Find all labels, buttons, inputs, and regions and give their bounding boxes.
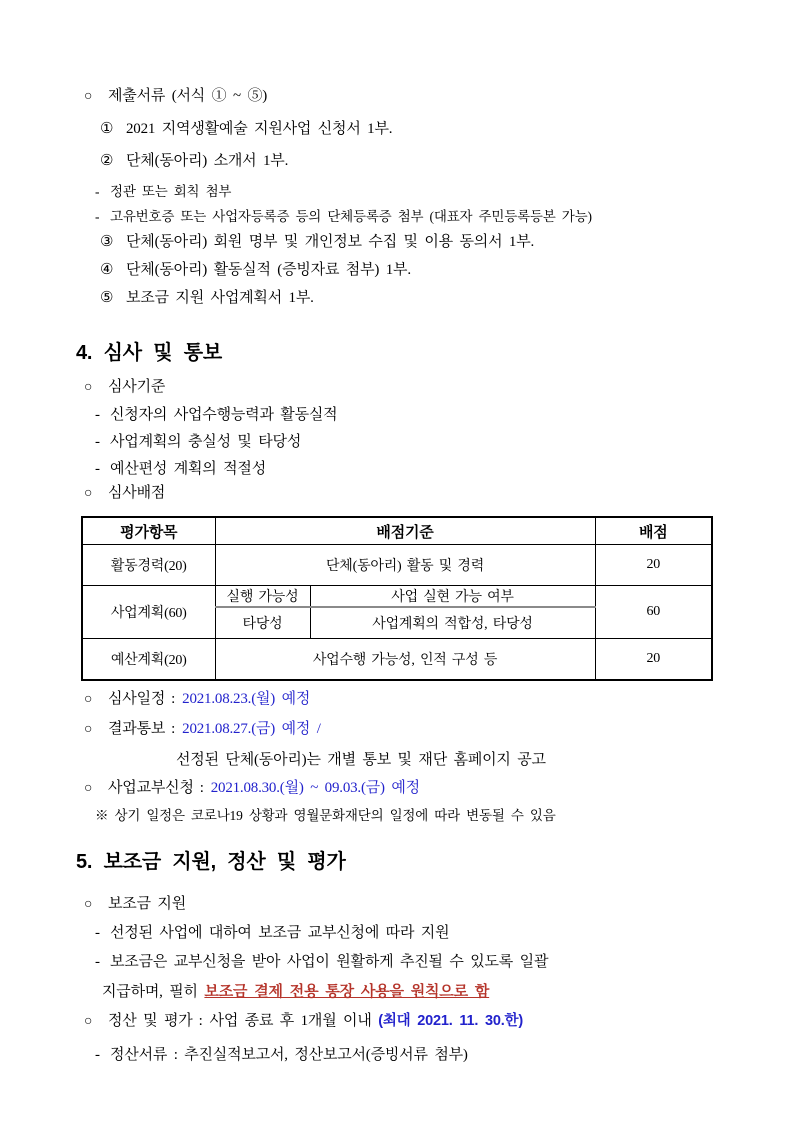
circled-number-icon: ② bbox=[100, 153, 114, 169]
submission-item-4 bbox=[76, 260, 743, 280]
cell-criterion: 사업수행 가능성, 인적 구성 등 bbox=[215, 639, 595, 681]
criteria-item bbox=[76, 459, 743, 479]
criteria-title-line bbox=[76, 377, 743, 398]
submission-item-text: 보조금 지원 사업계획서 1부. bbox=[126, 290, 314, 306]
score-table bbox=[81, 516, 713, 681]
dash-marker: - bbox=[95, 954, 100, 970]
cell-subdesc: 사업 실현 가능 여부 bbox=[310, 586, 595, 608]
colon-separator: : bbox=[198, 1013, 203, 1029]
dash-marker: - bbox=[95, 1047, 100, 1063]
score-table-row-budget bbox=[82, 639, 712, 681]
settlement-deadline: (최대 2021. 11. 30.한) bbox=[378, 1013, 523, 1029]
schedule-result-line bbox=[76, 719, 743, 740]
settlement-text: 사업 종료 후 1개월 이내 bbox=[209, 1013, 372, 1029]
dash-marker: - bbox=[95, 434, 100, 450]
circle-bullet-icon: ○ bbox=[84, 897, 93, 912]
circle-bullet-icon: ○ bbox=[84, 722, 93, 737]
cell-score: 60 bbox=[595, 586, 712, 639]
score-table-header-row bbox=[82, 517, 712, 545]
header-eval-item: 평가항목 bbox=[82, 517, 215, 545]
section4-heading: 4. 심사 및 통보 bbox=[76, 342, 222, 364]
criteria-text: 예산편성 계획의 적절성 bbox=[110, 461, 267, 477]
support-item-text: 보조금은 교부신청을 받아 사업이 원활하게 추진될 수 있도록 일괄 bbox=[110, 954, 549, 970]
dash-marker: - bbox=[95, 925, 100, 941]
submission-title-line bbox=[76, 86, 743, 107]
colon-separator: : bbox=[199, 780, 204, 796]
colon-separator: : bbox=[171, 721, 176, 737]
settlement-label: 정산 및 평가 bbox=[108, 1013, 193, 1029]
criteria-item bbox=[76, 432, 743, 452]
cell-item: 활동경력(20) bbox=[82, 545, 215, 586]
submission-subitem-text: 정관 또는 회칙 첨부 bbox=[110, 184, 232, 199]
dash-marker: - bbox=[95, 184, 100, 199]
submission-subitem-2 bbox=[76, 207, 743, 227]
schedule-date: 2021.08.27.(금) 예정 / bbox=[182, 721, 321, 737]
settlement-docs-text: 정산서류 : 추진실적보고서, 정산보고서(증빙서류 첨부) bbox=[110, 1047, 468, 1063]
submission-subitem-text: 고유번호증 또는 사업자등록증 등의 단체등록증 첨부 (대표자 주민등록등본 가능) bbox=[110, 209, 592, 224]
cell-score: 20 bbox=[595, 639, 712, 681]
bank-account-emphasis: 보조금 결제 전용 통장 사용을 원칙으로 함 bbox=[204, 983, 490, 1000]
cell-subname: 실행 가능성 bbox=[215, 586, 310, 608]
submission-item-text: 단체(동아리) 소개서 1부. bbox=[126, 153, 289, 169]
score-title-line bbox=[76, 483, 743, 504]
criteria-text: 사업계획의 충실성 및 타당성 bbox=[110, 434, 302, 450]
score-table-row-activity bbox=[82, 545, 712, 586]
submission-item-text: 단체(동아리) 회원 명부 및 개인정보 수집 및 이용 동의서 1부. bbox=[126, 234, 535, 250]
schedule-review-line bbox=[76, 689, 743, 710]
settlement-docs-line bbox=[76, 1045, 743, 1065]
schedule-label: 사업교부신청 bbox=[108, 780, 194, 796]
submission-title: 제출서류 (서식 ① ~ ⑤) bbox=[108, 88, 268, 104]
circle-bullet-icon: ○ bbox=[84, 692, 93, 707]
support-title-line bbox=[76, 894, 743, 915]
circle-bullet-icon: ○ bbox=[84, 89, 93, 104]
circled-number-icon: ④ bbox=[100, 262, 114, 278]
cell-score: 20 bbox=[595, 545, 712, 586]
submission-subitem-1 bbox=[76, 182, 743, 202]
notify-continuation-line bbox=[76, 750, 743, 770]
settlement-line bbox=[76, 1011, 743, 1032]
schedule-grant-line bbox=[76, 778, 743, 799]
support-continuation-line bbox=[76, 982, 743, 1002]
header-score-criteria: 배점기준 bbox=[215, 517, 595, 545]
schedule-date: 2021.08.30.(월) ~ 09.03.(금) 예정 bbox=[210, 780, 420, 796]
submission-item-2 bbox=[76, 151, 743, 171]
circle-bullet-icon: ○ bbox=[84, 486, 93, 501]
circle-bullet-icon: ○ bbox=[84, 1014, 93, 1029]
circled-number-icon: ① bbox=[100, 121, 114, 137]
submission-item-1 bbox=[76, 119, 743, 139]
circled-number-icon: ③ bbox=[100, 234, 114, 250]
header-score: 배점 bbox=[595, 517, 712, 545]
schedule-label: 심사일정 bbox=[108, 691, 166, 707]
schedule-footnote-line bbox=[76, 806, 743, 826]
support-title: 보조금 지원 bbox=[108, 896, 187, 912]
dash-marker: - bbox=[95, 209, 100, 224]
support-cont-prefix: 지급하며, 필히 bbox=[102, 984, 198, 1000]
support-item-2 bbox=[76, 952, 743, 972]
submission-item-text: 2021 지역생활예술 지원사업 신청서 1부. bbox=[126, 121, 393, 137]
cell-subname: 타당성 bbox=[215, 607, 310, 639]
dash-marker: - bbox=[95, 407, 100, 423]
criteria-item bbox=[76, 405, 743, 425]
circle-bullet-icon: ○ bbox=[84, 380, 93, 395]
submission-item-5 bbox=[76, 288, 743, 308]
cell-item: 예산계획(20) bbox=[82, 639, 215, 681]
submission-item-3 bbox=[76, 232, 743, 252]
criteria-text: 신청자의 사업수행능력과 활동실적 bbox=[110, 407, 338, 423]
submission-item-text: 단체(동아리) 활동실적 (증빙자료 첨부) 1부. bbox=[126, 262, 411, 278]
dash-marker: - bbox=[95, 461, 100, 477]
notify-continuation-text: 선정된 단체(동아리)는 개별 통보 및 재단 홈페이지 공고 bbox=[176, 752, 546, 768]
support-item-text: 선정된 사업에 대하여 보조금 교부신청에 따라 지원 bbox=[110, 925, 450, 941]
score-table-row-plan-a bbox=[82, 586, 712, 608]
schedule-date: 2021.08.23.(월) 예정 bbox=[182, 691, 311, 707]
colon-separator: : bbox=[171, 691, 176, 707]
criteria-title: 심사기준 bbox=[108, 379, 166, 395]
cell-subdesc: 사업계획의 적합성, 타당성 bbox=[310, 607, 595, 639]
circle-bullet-icon: ○ bbox=[84, 781, 93, 796]
schedule-label: 결과통보 bbox=[108, 721, 166, 737]
section5-heading: 5. 보조금 지원, 정산 및 평가 bbox=[76, 851, 346, 873]
circled-number-icon: ⑤ bbox=[100, 290, 114, 306]
support-item-1 bbox=[76, 923, 743, 943]
cell-item: 사업계획(60) bbox=[82, 586, 215, 639]
schedule-footnote: ※ 상기 일정은 코로나19 상황과 영월문화재단의 일정에 따라 변동될 수 있음 bbox=[95, 808, 556, 823]
score-title: 심사배점 bbox=[108, 485, 166, 501]
cell-criterion: 단체(동아리) 활동 및 경력 bbox=[215, 545, 595, 586]
